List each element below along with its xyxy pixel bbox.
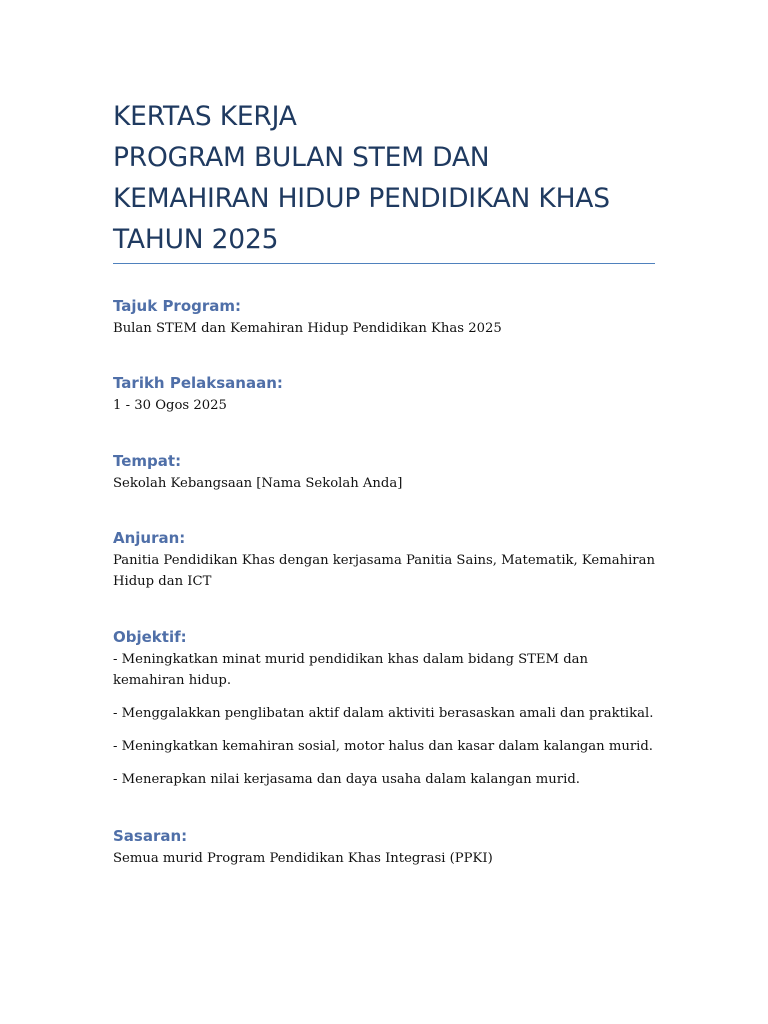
- list-item: - Menggalakkan penglibatan aktif dalam aktiviti berasaskan amali dan praktikal.: [113, 706, 654, 721]
- section-objektif: [113, 627, 655, 790]
- list-item: - Menerapkan nilai kerjasama dan daya usaha dalam kalangan murid.: [113, 772, 580, 787]
- section-text: Bulan STEM dan Kemahiran Hidup Pendidikan Khas 2025: [113, 321, 502, 336]
- section-heading: Tempat:: [113, 452, 182, 470]
- title-divider: [113, 263, 655, 264]
- section-anjuran: [113, 528, 655, 592]
- objective-list: [113, 649, 655, 790]
- title-line-3: KEMAHIRAN HIDUP PENDIDIKAN KHAS: [113, 183, 610, 214]
- section-heading: Sasaran:: [113, 827, 188, 845]
- section-heading: Anjuran:: [113, 529, 186, 547]
- section-heading: Objektif:: [113, 628, 187, 646]
- section-tarikh-pelaksanaan: [113, 373, 655, 416]
- section-tajuk-program: [113, 296, 655, 339]
- section-tempat: [113, 451, 655, 494]
- list-item: - Meningkatkan minat murid pendidikan khas dalam bidang STEM dan kemahiran hidup.: [113, 652, 589, 688]
- section-text: Sekolah Kebangsaan [Nama Sekolah Anda]: [113, 476, 403, 491]
- section-text: 1 - 30 Ogos 2025: [113, 398, 227, 413]
- title-line-2: PROGRAM BULAN STEM DAN: [113, 142, 490, 173]
- document-title: [113, 96, 655, 260]
- section-heading: Tajuk Program:: [113, 297, 242, 315]
- list-item: - Meningkatkan kemahiran sosial, motor halus dan kasar dalam kalangan murid.: [113, 739, 653, 754]
- section-text: Panitia Pendidikan Khas dengan kerjasama Panitia Sains, Matematik, Kemahiran Hidup dan ICT: [113, 553, 655, 589]
- section-heading: Tarikh Pelaksanaan:: [113, 374, 283, 392]
- title-line-4: TAHUN 2025: [113, 224, 279, 255]
- title-line-1: KERTAS KERJA: [113, 101, 297, 132]
- section-sasaran: [113, 826, 655, 869]
- section-text: Semua murid Program Pendidikan Khas Integrasi (PPKI): [113, 851, 493, 866]
